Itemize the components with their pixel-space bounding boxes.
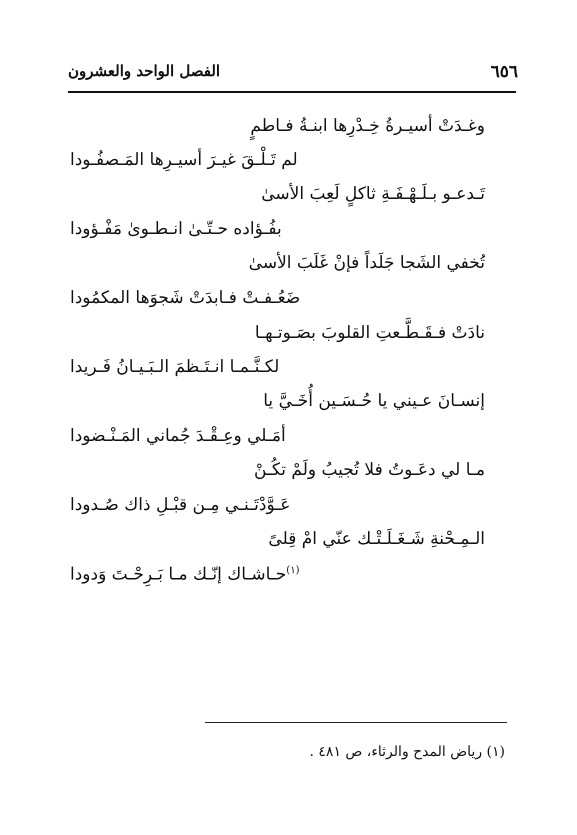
poem-line-7: نادَتْ فـقَـطَّـعتِ القلوبَ بصَـوتـهـا xyxy=(254,323,485,343)
poem-line-2: لم تَـلْـقَ غيـرَ أسيـرِها المَـصفُـودا xyxy=(70,150,298,170)
poem-line-11: مـا لي دعَـوتُ فلا تُجيبُ ولَمْ تكُـنْ xyxy=(253,460,485,480)
poem-line-4: بفُـؤاده حـتّـىٰ انـطـوىٰ مَفْـؤودا xyxy=(70,219,282,239)
poem-line-14-text: حـاشـاك إنّـك مـا بَـرِحْـتَ وَدودا xyxy=(70,564,287,585)
footnote-divider xyxy=(205,722,507,723)
poem-line-13: الـمِـحْنةِ شَـغَـلَـتْـك عنّي امْ قِلىً xyxy=(268,529,485,549)
poem-line-12: عَـوَّدْتَـنـي مِـن قبْـلِ ذاك صُـدودا xyxy=(70,495,291,515)
poem-line-3: تَـدعـو بـلَـهْـفَـةِ ثاكلٍ لَعِبَ الأسىٰ xyxy=(261,184,485,204)
poem-line-14 xyxy=(70,566,299,584)
page-number: ٦٥٦ xyxy=(490,62,518,82)
footnote: (١) رياض المدح والرثاء، ص ٤٨١ . xyxy=(309,744,505,760)
poem-line-1: وغـدَتْ أسيـرةُ خِـدْرِها ابنـةُ فـاطمٍ xyxy=(250,116,485,136)
poem-line-5: تُخفي الشَجا جَلَداً فإنْ غَلَبَ الأسىٰ xyxy=(248,253,485,273)
poem-line-8: لكـنَّـمـا انـتَـظمَ الـبَـيـانُ فَـريدا xyxy=(70,357,280,377)
poem-line-9: إنسـانَ عـيني يا حُـسَـين أُخَـيَّ يا xyxy=(263,391,485,411)
poem-line-6: ضَعُـفـتْ فـابدَتْ شَجوَها المكمُودا xyxy=(70,288,301,308)
footnote-marker[interactable]: (١) xyxy=(286,565,300,576)
poem-line-10: أمَـلي وعِـقْـدَ جُماني المَـنْـضودا xyxy=(70,426,286,446)
chapter-title: الفصل الواحد والعشرون xyxy=(68,62,221,80)
